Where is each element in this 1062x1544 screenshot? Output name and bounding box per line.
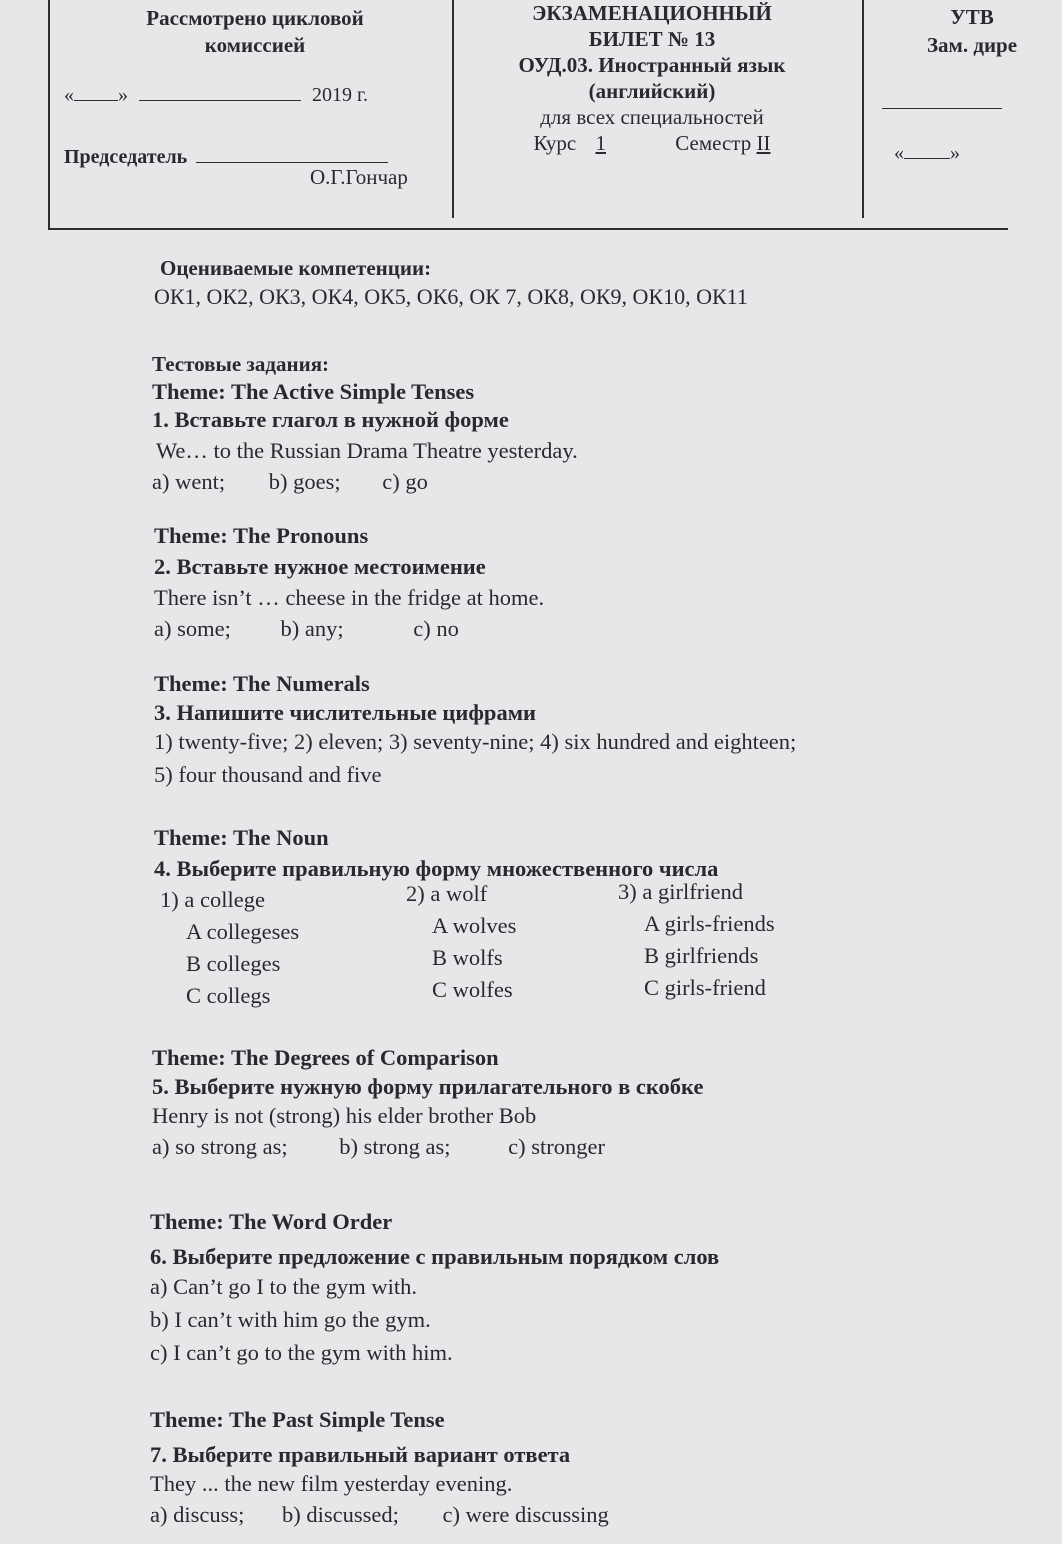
chair-name: О.Г.Гончар (310, 165, 408, 189)
question-6: Theme: The Word Order 6. Выберите предложение с правильным порядком слов a) Can’t go I to the gym with. b) I can’t with him go the gym. c) I can’t go to the gym with him. (150, 1209, 720, 1365)
option-group: 2) a wolf A wolves B wolfs C wolfes (406, 881, 517, 1002)
header-divider (862, 0, 864, 218)
competencies-title: Оцениваемые компетенции: (160, 256, 432, 280)
approval-block: УТВ Зам. дире (926, 5, 1018, 57)
answer-options: a) some; b) any; c) no (154, 616, 459, 641)
option-group: 1) a college A collegeses B colleges C collegs (160, 887, 300, 1008)
ticket-title: ЭКЗАМЕНАЦИОННЫЙ БИЛЕТ № 13 ОУД.03. Иностранный язык (английский) для всех специальностей Курс 1 Семестр II (482, 0, 822, 156)
approval-signature-line (882, 108, 1002, 109)
noun-options-grid (154, 879, 954, 1012)
question-7: Theme: The Past Simple Tense 7. Выберите правильный вариант ответа They ... the new film yesterday evening. a) discuss; b) discussed; c) were discussing (150, 1404, 609, 1530)
question-4: Theme: The Noun 4. Выберите правильную форму множественного числа 1) a college A collegeses B colleges C collegs 2) a wolf A wolves B wolfs C wolfes 3) a girlfriend A girls-friends B girlfriends C girls-friend (154, 822, 954, 1012)
answer-options: a) went; b) goes; c) go (152, 469, 428, 494)
committee-title: Рассмотрено цикловой комиссией (146, 6, 364, 57)
header-divider (452, 0, 454, 218)
course-semester: Курс 1 Семестр II (533, 131, 771, 155)
approval-date: « » (894, 142, 960, 164)
answer-options: a) so strong as; b) strong as; c) stronger (152, 1134, 605, 1159)
question-2: Theme: The Pronouns 2. Вставьте нужное местоимение There isn’t … cheese in the fridge at home. a) some; b) any; c) no (154, 520, 544, 644)
header-table (48, 0, 1018, 230)
tests-title: Тестовые задания: (152, 352, 330, 376)
option-group: 3) a girlfriend A girls-friends B girlfriends C girls-friend (618, 879, 775, 1000)
chair-line: Председатель (64, 146, 388, 169)
committee-date: « » 2019 г. (64, 84, 368, 106)
answer-options: a) discuss; b) discussed; c) were discussing (150, 1502, 609, 1527)
question-5: Theme: The Degrees of Comparison 5. Выберите нужную форму прилагательного в скобке Henry is not (strong) his elder brother Bob a) so strong as; b) strong as; c) stronger (152, 1042, 703, 1162)
question-3: Theme: The Numerals 3. Напишите числительные цифрами 1) twenty-five; 2) eleven; 3) seventy-nine; 4) six hundred and eighteen; 5) four thousand and five (154, 671, 797, 787)
competencies-list: ОК1, ОК2, ОК3, ОК4, ОК5, ОК6, ОК 7, ОК8, ОК9, ОК10, ОК11 (154, 284, 748, 309)
question-1: Theme: The Active Simple Tenses 1. Вставьте глагол в нужной форме We… to the Russian Drama Theatre yesterday. a) went; b) goes; c) go (152, 376, 578, 497)
